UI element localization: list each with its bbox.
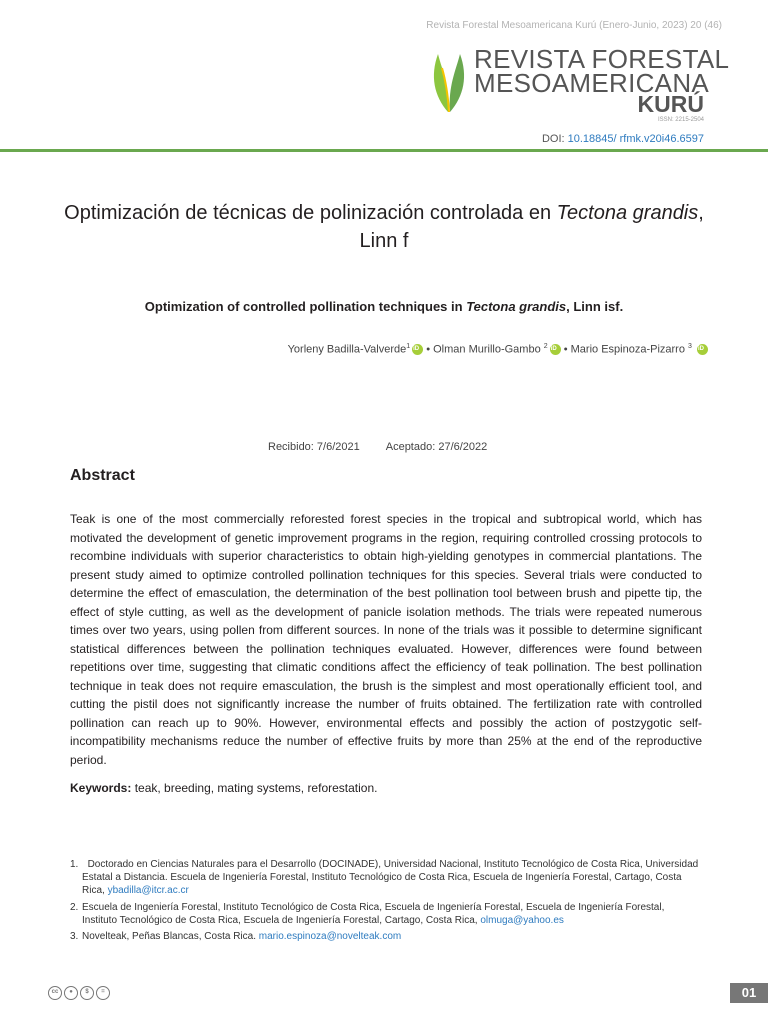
author-separator: • (423, 343, 434, 356)
footnotes (70, 858, 702, 946)
footnote-text: Doctorado en Ciencias Naturales para el Desarrollo (DOCINADE), Universidad Nacional, Instituto Tecnológico de Costa Rica, Universidad Estatal a Distancia. Escuela de Ingeniería Forestal, Instituto Tecnológico de Costa Rica, Escuela de Ingeniería Forestal, Cartago, Costa Rica, (82, 859, 701, 897)
author-list (288, 343, 708, 356)
footnote-number: 3. (70, 931, 79, 943)
received-date: Recibido: 7/6/2021 (268, 441, 360, 453)
journal-citation: Revista Forestal Mesoamericana Kurú (Enero-Junio, 2023) 20 (46) (426, 20, 722, 31)
footnote-item (70, 858, 702, 898)
logo-line-3: KURÚ (637, 91, 704, 117)
nd-icon: = (96, 986, 110, 1000)
doi-link[interactable]: 10.18845/ rfmk.v20i46.6597 (567, 133, 704, 145)
author-name: Yorleny Badilla-Valverde (287, 343, 407, 356)
footnote-email-link[interactable]: ybadilla@itcr.ac.cr (107, 885, 189, 897)
author-affiliation: 3 (688, 343, 692, 350)
by-icon: ● (64, 986, 78, 1000)
logo-line-1: REVISTA FORESTAL (474, 44, 730, 74)
logo-line-2: MESOAMERICANA (474, 68, 710, 98)
accepted-date: Aceptado: 27/6/2022 (385, 441, 488, 453)
article-subtitle (40, 299, 728, 314)
doi (542, 133, 704, 145)
title-main: Optimización de técnicas de polinización controlada en (64, 202, 557, 224)
footnote-text: Escuela de Ingeniería Forestal, Instituto Tecnológico de Costa Rica, Escuela de Ingeniería Forestal, Escuela de Ingeniería Forestal, Instituto Tecnológico de Costa Rica, Escuela de Ingeniería Forestal, Cartago, Costa Rica, (82, 901, 665, 926)
author-name: Mario Espinoza-Pizarro (570, 343, 685, 356)
page-number: 01 (730, 983, 768, 1003)
article-title (50, 199, 718, 255)
subtitle-tail: , Linn isf. (566, 299, 624, 314)
title-species: Tectona grandis (556, 202, 699, 224)
leaf-logo-icon (428, 46, 470, 116)
footnote-number: 2. (70, 901, 79, 913)
author-affiliation: 1 (406, 343, 411, 350)
author-separator: • (560, 343, 571, 356)
nc-icon: $ (80, 986, 94, 1000)
abstract-body: Teak is one of the most commercially reforested forest species in the tropical and subtropical world, which has motivated the development of genetic improvement programs in the region, requiring controlled crossing protocols to recombine individuals with superior characteristics to obtain high-yielding genotypes in commercial plantations. The present study aimed to optimize controlled pollination techniques for this species. Several trials were conducted to determine the effect of emasculation, the determination of the best pollination tool between brush and pipette tip, the effect of style cutting, as well as the development of panicle isolation methods. The trials were repeated numerous times over two years, using pollen from different sources. In none of the trials was it possible to determine significant statistical differences between the pollination techniques evaluated. However, differences were found between repetitions over time, suggesting that climatic conditions affect the efficiency of teak pollination. The best pollination technique in teak does not require emasculation, the brush is the simplest and most operationally efficient tool, and cutting the pistil does not significantly increase the number of fruits obtained. The fertilization rate with controlled pollination can reach up to 90%. However, environmental effects and possibly the action of postzygotic self-incompatibility mechanisms reduce the number of effective fruits by more than 25% at the end of the reproductive period. (70, 512, 702, 767)
keywords-value: teak, breeding, mating systems, reforestation. (131, 781, 378, 795)
subtitle-species: Tectona grandis (466, 299, 567, 314)
footnote-number: 1. (70, 859, 79, 870)
footnote-item (70, 930, 702, 943)
orcid-icon[interactable] (412, 344, 423, 355)
cc-icon: cc (48, 986, 62, 1000)
keywords-label: Keywords: (70, 781, 132, 795)
doi-label: DOI: (541, 133, 568, 145)
abstract-heading: Abstract (70, 467, 135, 484)
journal-logo (428, 44, 730, 124)
footnote-email-link[interactable]: olmuga@yahoo.es (480, 914, 564, 926)
orcid-icon[interactable] (550, 344, 561, 355)
title-tail: , Linn f (359, 202, 704, 252)
subtitle-main: Optimization of controlled pollination techniques in (144, 299, 467, 314)
orcid-icon[interactable] (697, 344, 708, 355)
footnote-text: Novelteak, Peñas Blancas, Costa Rica. (82, 931, 259, 943)
footnote-item (70, 901, 702, 927)
issn: ISSN: 2215-2504 (657, 117, 704, 123)
author-name: Olman Murillo-Gambo (433, 343, 541, 356)
footnote-email-link[interactable]: mario.espinoza@novelteak.com (258, 931, 402, 943)
license-badge[interactable] (48, 986, 110, 1000)
publication-dates (268, 441, 513, 453)
author-affiliation: 2 (543, 343, 548, 350)
header-divider (0, 149, 768, 152)
keywords (70, 781, 702, 795)
